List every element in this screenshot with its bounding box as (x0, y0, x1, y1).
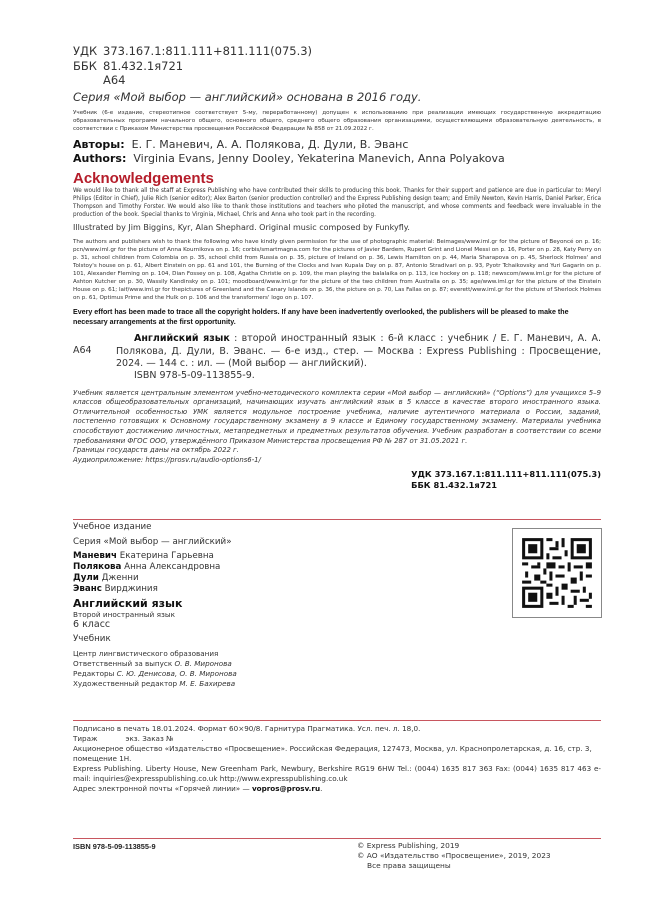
annotation (73, 389, 601, 466)
bibliographic-record (73, 333, 601, 382)
person-item: Дули Дженни (73, 573, 139, 583)
book-title: Английский язык (73, 597, 183, 610)
author-mark: А64 (103, 73, 126, 87)
responsible-name: О. В. Миронова (174, 659, 232, 668)
edition-info (73, 521, 473, 689)
photo-credits: The authors and publishers wish to thank the following who have kindly given permission for the use of photographic material: Beimages/www.iml.gr for the picture of Beyoncé on p. 16; pcn/www.iml.gr for the picture of Anna Kournikova on p. 16; corbis/smartmagna.com for the pictures of Javier Bardem, Rupert Grint and Lionel Messi on p. 16, Porter on p. 28, Katy Perry on p. 31, school children from Colombia on p. 35, school child from Russia on p. 35, picture of Ireland on p. 36, Lewis Hamilton on p. 44, Maria Sharapova on p. 45, Sherlock Holmes' and Tolstoy's house on p. 61, Albert Einstein on pp. 61 and 101, the Burning of the Clocks and Ivan Kupala Day on p. 87, Antonio Stradivari on p. 93, Pyotr Tchaikovsky and Yuri Gagarin on p. 101, Alexander Fleming on p. 104, Dian Fossey on p. 108, Agatha Christie on p. 109, the man playing the balalaika on p. 113, ice hockey on p. 118; newscom/www.iml.gr for the picture of Ashton Kutcher on p. 30, Wassily Kandinsky on p. 101; moodboard/www.iml.gr for the picture of the two children from Australia on p. 35; age/www.iml.gr for the picture of the Einstein House on p. 61; laif/www.iml.gr for thepictures of Greenland and the Canary Islands on p. 36, the picture on p. 70, Las Fallas on p. 87; everett/www.iml.gr for the picture of Sherlock Holmes on p. 61, Optimus Prime and the Hulk on p. 106 and the transformers' logo on p. 107. (73, 239, 601, 302)
audio-link[interactable]: Аудиоприложение: https://prosv.ru/audio-options6-1/ (73, 455, 261, 464)
edition-series: Серия «Мой выбор — английский» (73, 537, 232, 547)
bibliographic-code: А64 (73, 345, 92, 357)
copyright-prosv: © АО «Издательство «Просвещение», 2019, 2023 (357, 851, 551, 860)
acknowledgements-title: Acknowledgements (73, 170, 214, 188)
print-run-label: Тираж (73, 734, 98, 743)
person-item: Эванс Вирджиния (73, 584, 158, 594)
hotline-email[interactable]: vopros@prosv.ru (251, 784, 321, 793)
divider-rule (73, 838, 601, 839)
book-grade: 6 класс (73, 619, 111, 630)
authors-en-label: Authors: (73, 152, 127, 166)
art-editor-name: М. Е. Бахирева (179, 679, 236, 688)
illustrated-by: Illustrated by Jim Biggins, Kyr, Alan Shephard. Original music composed by Funkyfly. (73, 223, 410, 233)
book-type: Учебник (73, 634, 111, 644)
classification-right (73, 469, 601, 491)
qr-code-icon (513, 529, 601, 617)
authors-ru-names: Е. Г. Маневич, А. А. Полякова, Д. Дули, В. Эванс (131, 138, 409, 152)
qr-code[interactable] (512, 528, 602, 618)
edition-type: Учебное издание (73, 522, 152, 532)
imprint-page (73, 44, 601, 491)
persons-list (73, 551, 473, 595)
editors-names: С. Ю. Денисова, О. В. Миронова (116, 669, 237, 678)
copyright-note: Every effort has been made to trace all the copyright holders. If any have been inadvertently overlooked, the publishers will be pleased to make the necessary arrangements at the first opportunity. (73, 308, 569, 326)
footer-copyright (357, 841, 551, 871)
publisher-en: Express Publishing. Liberty House, New Greenham Park, Newbury, Berkshire RG19 6HW Tel.: (0044) 1635 817 363 Fax: (0044) 1635 817 463 e-mail: inquiries@expresspublishing.co.uk http://www.expresspublishing.co.uk (73, 764, 601, 783)
bibliographic-isbn: ISBN 978-5-09-113855-9. (134, 370, 255, 382)
divider-rule (73, 519, 601, 520)
bibliographic-description: : второй иностранный язык : 6-й класс : учебник / Е. Г. Маневич, А. А. Полякова, Д. Дули, В. Эванс. — 6-е изд., стер. — Москва : Express Publishing : Просвещение, 2024. — 144 с. : ил. — (Мой выбор — английский). (116, 333, 602, 370)
classification-block (73, 44, 601, 88)
divider-rule (73, 720, 601, 721)
copyright-express: © Express Publishing, 2019 (357, 841, 460, 850)
person-item: Полякова Анна Александровна (73, 562, 221, 572)
annotation-text: Учебник является центральным элементом учебно-методического комплекта серии «Мой выбор — английский» (“Options”) для учащихся 5–9 классов общеобразовательных организаций, начинающих изучать английский язык в 5 классе в качестве второго иностранного языка. Отличительной особенностью УМК является модульное построение учебника, наличие аутентичного материала о России, заданий, постепенно готовящих к Основному государственному экзамену в 9 классе и Единому государственному экзамену. Материалы учебника способствуют достижению личностных, метапредметных и предметных результатов обучения. Учебник разработан в соответствии со всеми требованиями ФГОС ООО, утверждённого Приказом Министерства просвещения РФ № 287 от 31.05.2021 г. (73, 388, 601, 445)
acknowledgements-text: We would like to thank all the staff at Express Publishing who have contributed their skills to producing this book. Thanks for their support and patience are due in particular to: Meryl Philips (Editor in Chief), Julie Rich (senior editor); Alex Barton (senior production controller) and the Express Publishing design team; and Emily Newton, Kevin Harris, Daniel Parker, Erica Thompson and Timothy Forster. We would also like to thank those institutions and teachers who piloted the manuscript, and whose comments and feedback were invaluable in the production of the book. Special thanks to Virginia, Michael, Chris and Anna who took part in the recording. (73, 188, 601, 219)
authors-en-names: Virginia Evans, Jenny Dooley, Yekaterina Manevich, Anna Polyakova (133, 152, 505, 166)
bbk-value: 81.432.1я721 (103, 58, 184, 73)
book-subtitle: Второй иностранный язык (73, 610, 176, 619)
udk-right: УДК 373.167.1:811.111+811.111(075.3) (411, 469, 601, 480)
print-info: Подписано в печать 18.01.2024. Формат 60×90/8. Гарнитура Прагматика. Усл. печ. л. 18,0. Тираж экз. Заказ № . Акционерное общество «Издательство «Просвещение». Российская Федерация, 127473, Москва, ул. Краснопролетарская, д. 16, стр. 3, помещение 1Н. Express Publishing. Liberty House, New Greenham Park, Newbury, Berkshire RG19 6HW Tel.: (0044) 1635 817 363 Fax: (0044) 1635 817 463 e-mail: inquiries@expresspublishing.co.uk http://www.expresspublishing.co.uk Адрес электронной почты «Горячей линии» — vopros@prosv.ru. (73, 724, 601, 793)
print-signed: Подписано в печать 18.01.2024. Формат 60×90/8. Гарнитура Прагматика. Усл. печ. л. 18,0. (73, 724, 421, 733)
udk-label: УДК (73, 44, 98, 58)
authors-block (73, 138, 601, 166)
rights-reserved: Все права защищены (367, 861, 451, 870)
center-name: Центр лингвистического образования (73, 649, 219, 658)
borders-note: Границы государств даны на октябрь 2022 г. (73, 446, 239, 455)
person-item: Маневич Екатерина Гарьевна (73, 551, 214, 561)
staff-block: Центр лингвистического образования Ответственный за выпуск О. В. Миронова Редакторы С. Ю. Денисова, О. В. Миронова Художественный редактор М. Е. Бахирева (73, 649, 473, 689)
bibliographic-title: Английский язык (134, 333, 230, 345)
udk-value: 373.167.1:811.111+811.111(075.3) (103, 44, 313, 58)
bbk-right: ББК 81.432.1я721 (411, 480, 498, 491)
series-founded: Серия «Мой выбор — английский» основана в 2016 году. (73, 89, 422, 104)
bbk-label: ББК (73, 58, 97, 73)
publisher-ru: Акционерное общество «Издательство «Просвещение». Российская Федерация, 127473, Москва, ул. Краснопролетарская, д. 16, стр. 3, помещение 1Н. (73, 744, 592, 763)
footer-isbn: ISBN 978-5-09-113855-9 (73, 842, 156, 851)
approval-text: Учебник (6-е издание, стереотипное соответствует 5-му, переработанному) допущен к использованию при реализации имеющих государственную аккредитацию образовательных программ начального общего, основного общего, среднего общего образования организациями, осуществляющими образовательную деятельность, в соответствии с Приказом Министерства просвещения Российской Федерации № 858 от 21.09.2022 г. (73, 109, 601, 132)
authors-ru-label: Авторы: (73, 138, 125, 152)
